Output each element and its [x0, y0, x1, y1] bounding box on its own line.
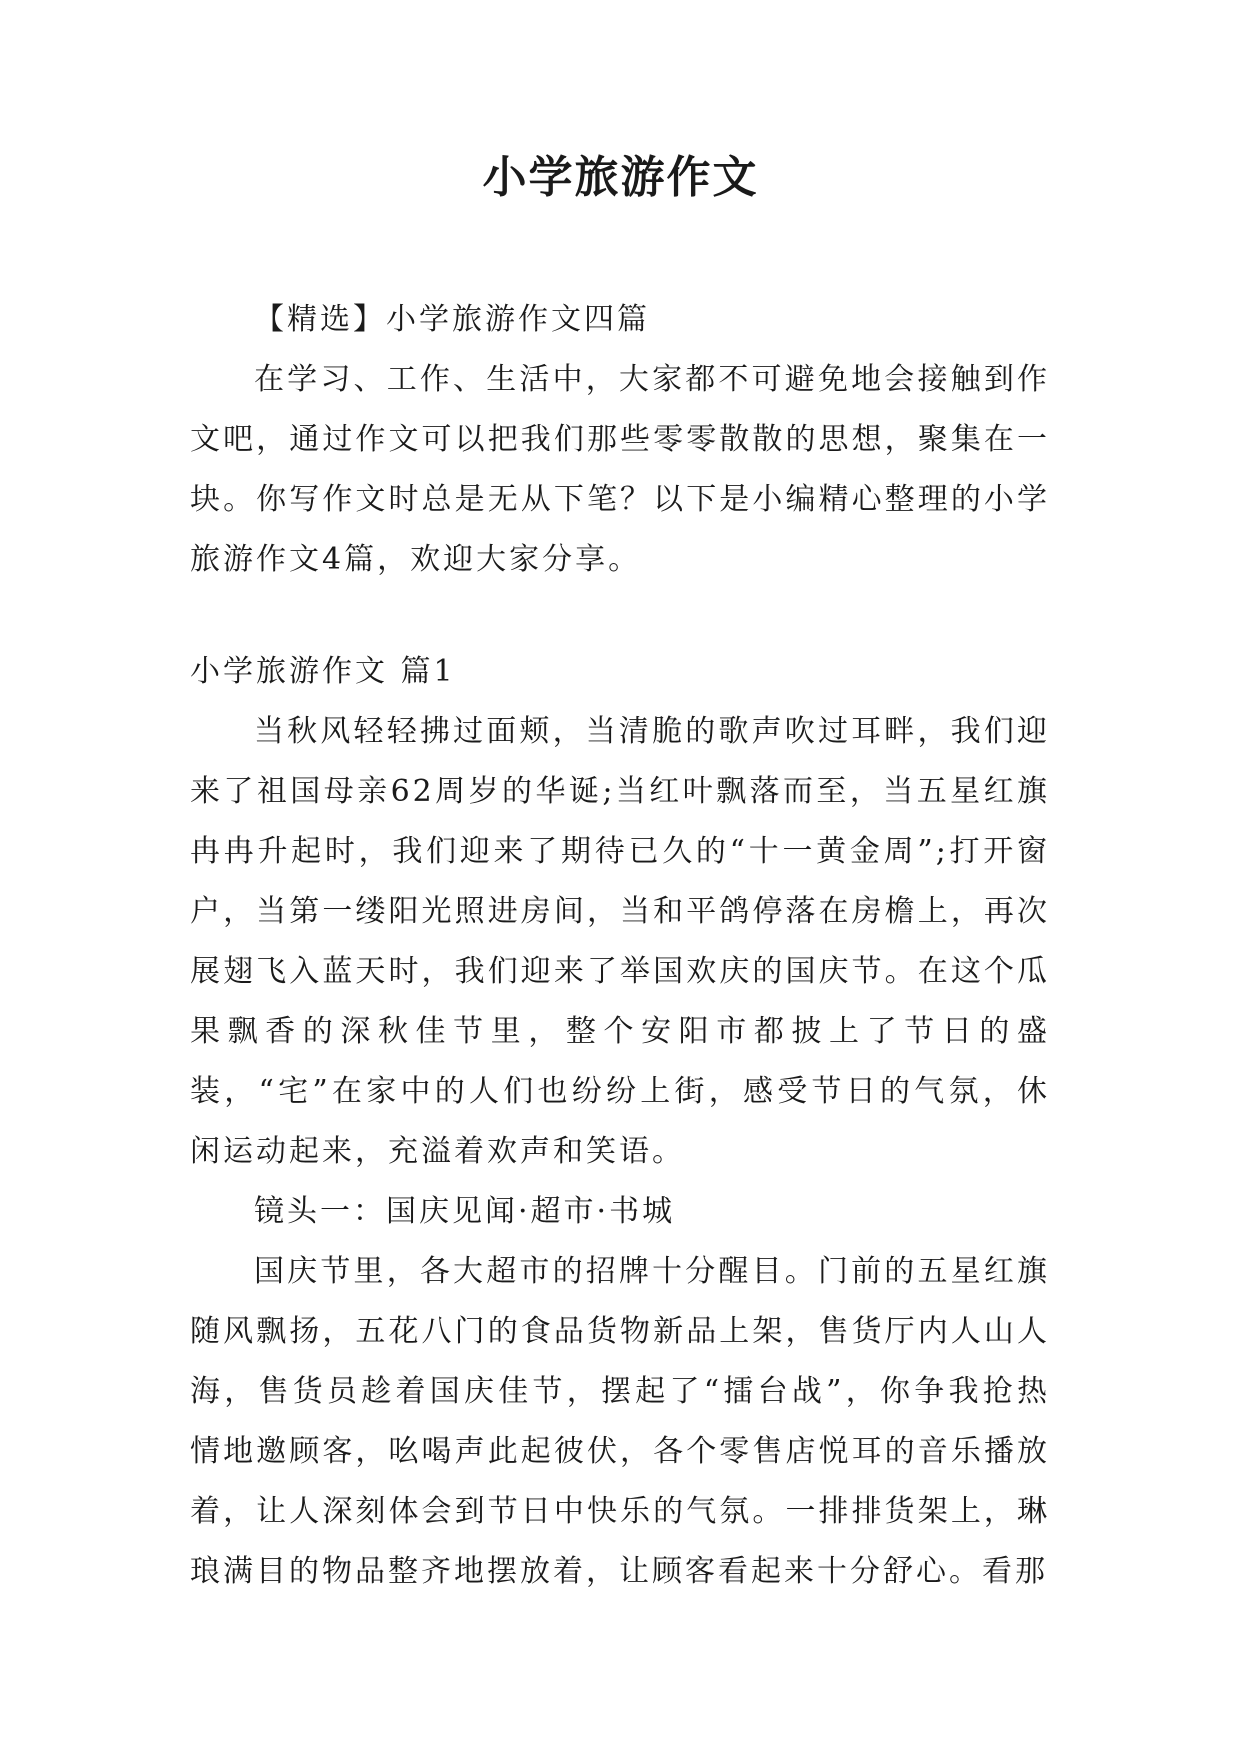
document-title: 小学旅游作文 [482, 152, 759, 203]
section-heading-1: 小学旅游作文 篇1 [190, 654, 456, 689]
body-paragraph-2: 国庆节里，各大超市的招牌十分醒目。门前的五星红旗随风飘扬，五花八门的食品货物新品上架，售货厅内人山人海，售货员趁着国庆佳节，摆起了“擂台战”，你争我抢热情地邀顾客，吆喝声此起彼伏，各个零售店悦耳的音乐播放着，让人深刻体会到节日中快乐的气氛。一排排货架上，琳琅满目的物品整齐地摆放着，让顾客看起来十分舒心。看那 [190, 1254, 1050, 1589]
subtitle: 【精选】小学旅游作文四篇 [254, 302, 650, 337]
intro-paragraph: 在学习、工作、生活中，大家都不可避免地会接触到作文吧，通过作文可以把我们那些零零散散的思想，聚集在一块。你写作文时总是无从下笔？以下是小编精心整理的小学旅游作文4篇，欢迎大家分享。 [190, 362, 1050, 577]
shot-heading-1: 镜头一：国庆见闻·超市·书城 [254, 1194, 676, 1229]
document-body [190, 290, 1050, 1602]
body-paragraph-1: 当秋风轻轻拂过面颊，当清脆的歌声吹过耳畔，我们迎来了祖国母亲62周岁的华诞;当红叶飘落而至，当五星红旗冉冉升起时，我们迎来了期待已久的“十一黄金周”;打开窗户，当第一缕阳光照进房间，当和平鸽停落在房檐上，再次展翅飞入蓝天时，我们迎来了举国欢庆的国庆节。在这个瓜果飘香的深秋佳节里，整个安阳市都披上了节日的盛装，“宅”在家中的人们也纷纷上街，感受节日的气氛，休闲运动起来，充溢着欢声和笑语。 [190, 714, 1050, 1169]
